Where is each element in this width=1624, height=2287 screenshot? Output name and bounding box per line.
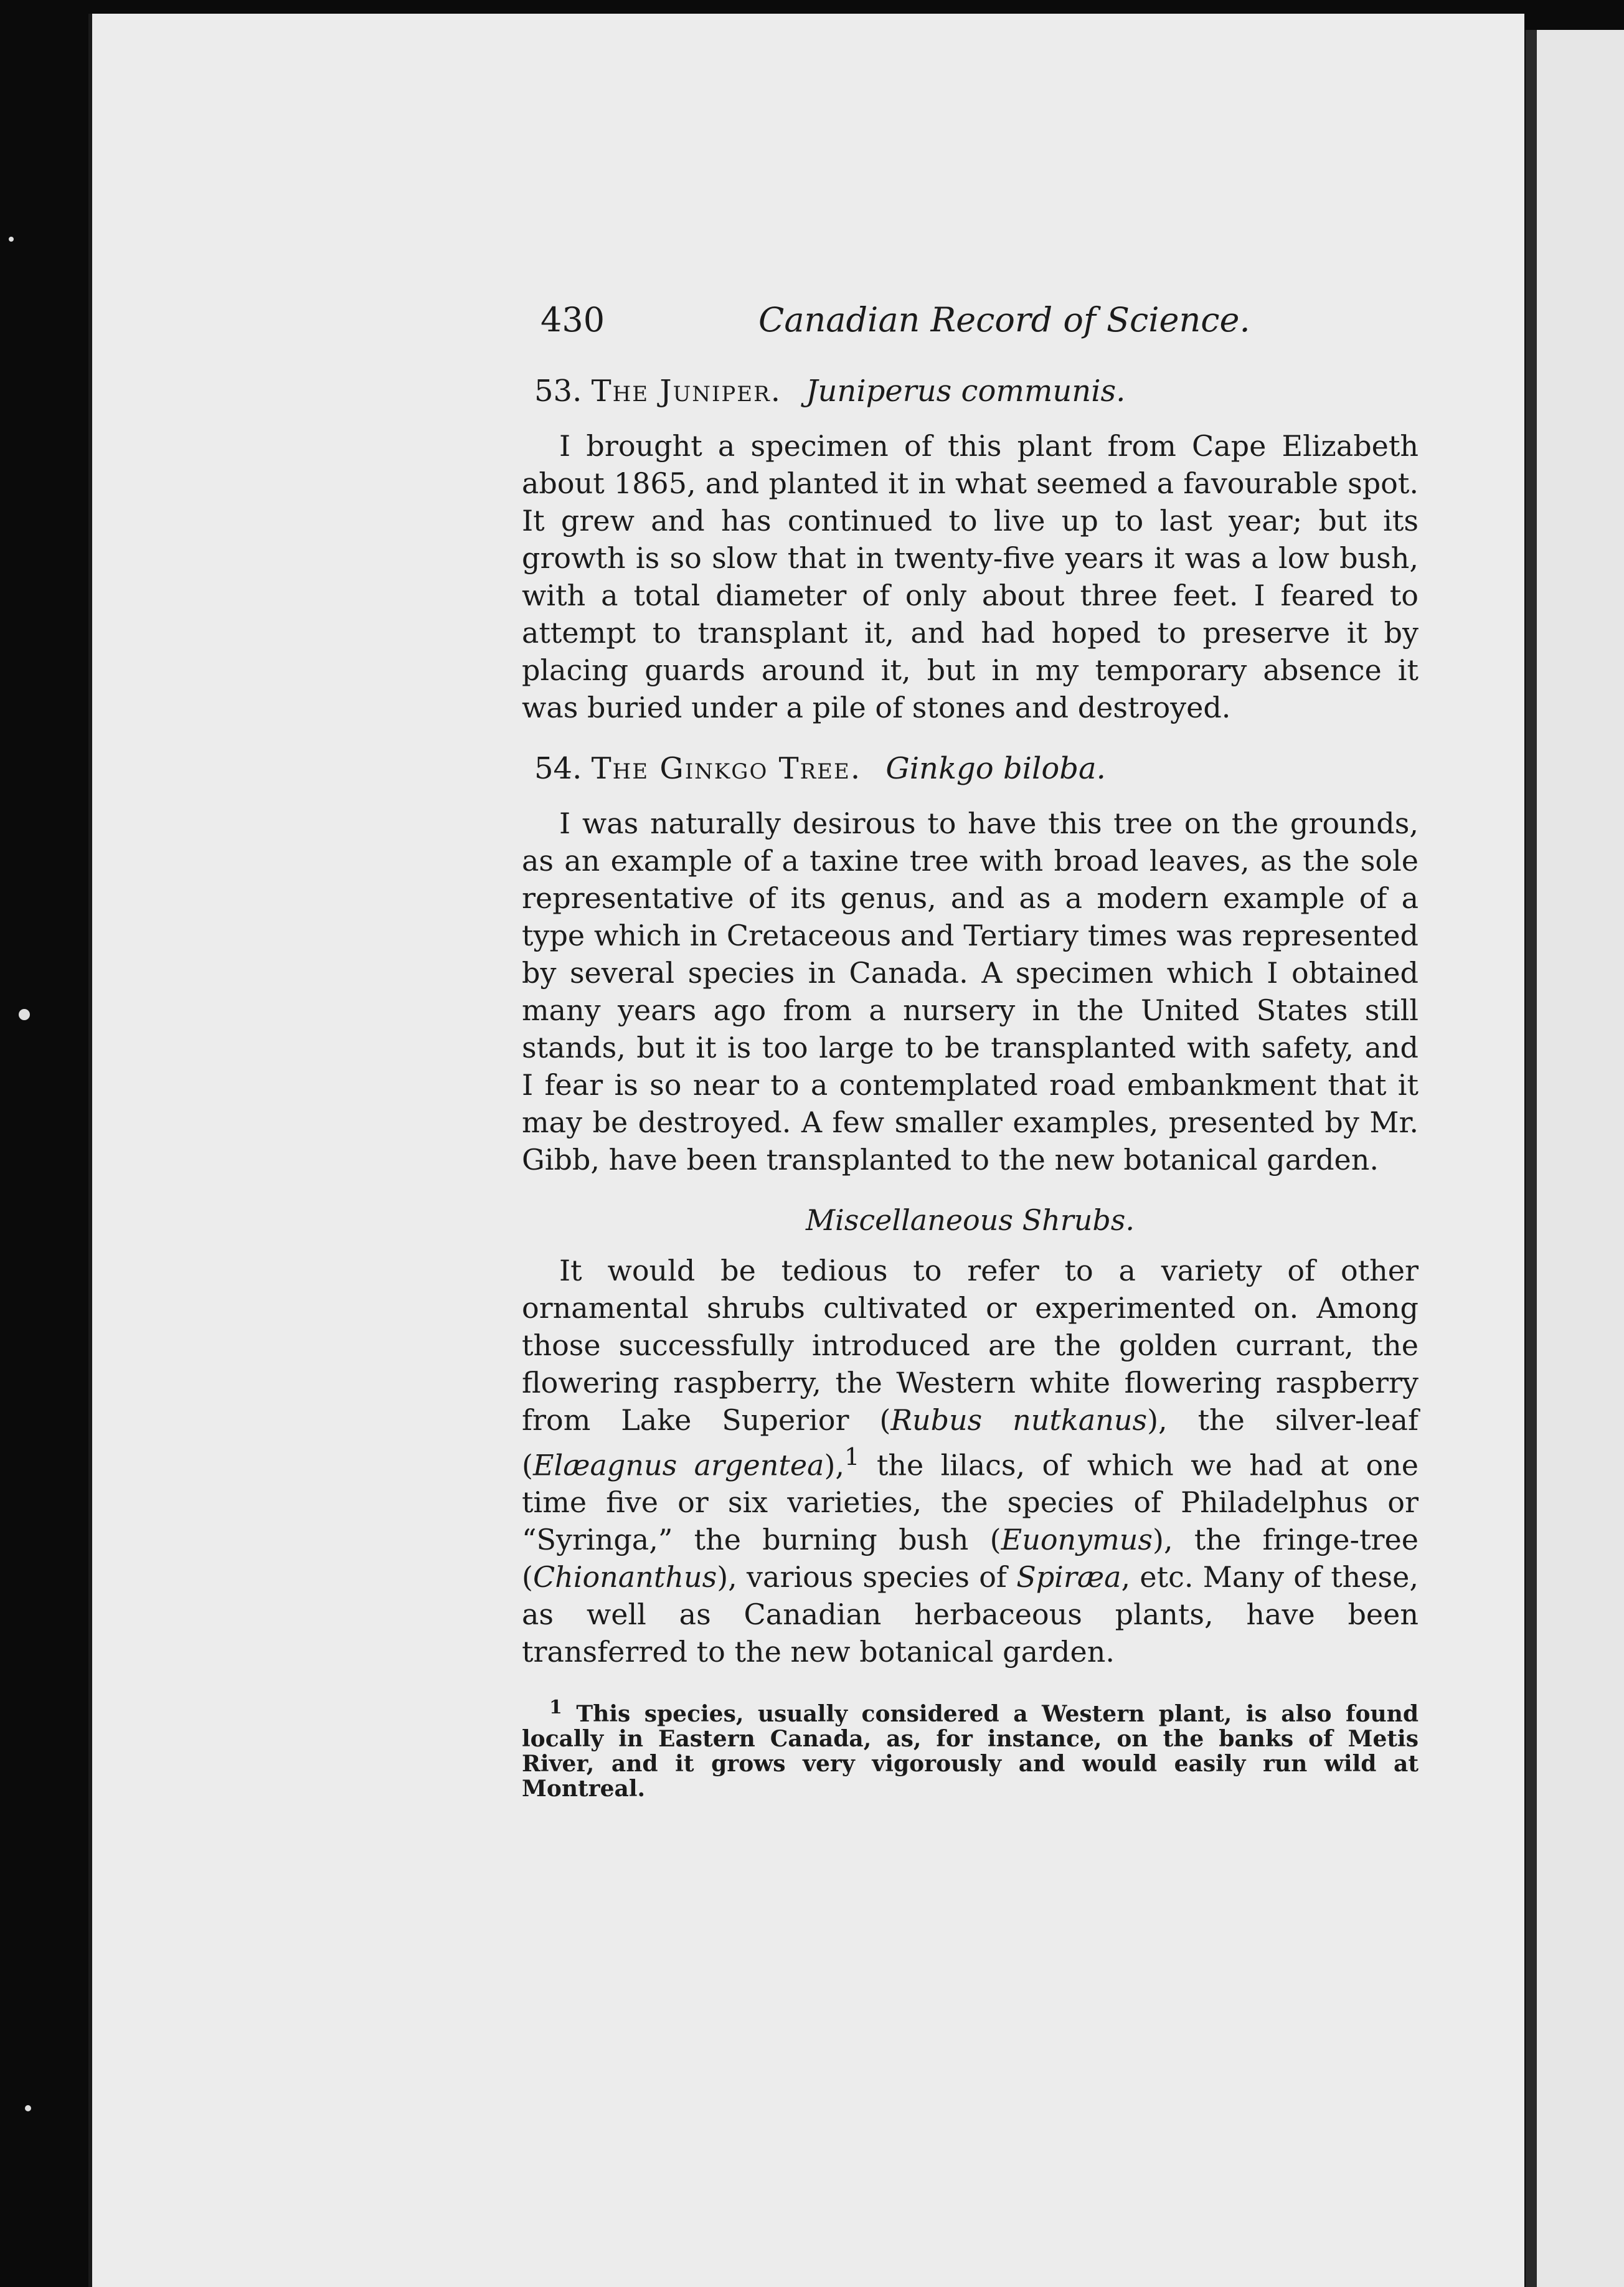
shrubs-paragraph [522, 1252, 1419, 1670]
shrubs-text-4: the lilacs, of which we had at one time five or six varieties, the species of Philadelphus or “Syringa,” the burning bush ( [522, 1448, 1419, 1557]
shrubs-text-5: ), the fringe-tree ( [522, 1523, 1419, 1594]
shrubs-latin-3: Euonymus [1001, 1523, 1153, 1557]
ginkgo-heading-latin: Ginkgo biloba. [885, 751, 1106, 786]
shrubs-latin-4: Chionanthus [532, 1560, 717, 1594]
shrubs-text-7: , etc. Many of these, as well as Canadian herbaceous plants, have been transferred to the new botanical garden. [522, 1560, 1419, 1669]
footnote-mark: 1 [549, 1697, 562, 1719]
juniper-heading [534, 374, 1419, 409]
juniper-heading-latin: Juniperus communis. [806, 374, 1126, 409]
running-head [522, 294, 1419, 369]
footnote-text: This species, usually considered a Western plant, is also found locally in Eastern Canada, as, for instance, on the banks of Metis River, and it grows very vigorously and would easily run wild at Montreal. [522, 1701, 1419, 1802]
journal-title: Canadian Record of Science. [758, 300, 1250, 339]
page-number: 430 [541, 300, 605, 339]
page-content [522, 294, 1419, 1801]
shrubs-text-2: ), the silver-leaf ( [522, 1403, 1419, 1482]
scan-speck [25, 2105, 31, 2111]
shrubs-latin-1: Rubus nutkanus [890, 1403, 1148, 1437]
section-title: Miscellaneous Shrubs. [805, 1203, 1135, 1237]
shrubs-text-6: ), various species of [717, 1560, 1017, 1594]
juniper-heading-name: The Juniper. [591, 374, 781, 409]
ginkgo-heading-number: 54. [534, 751, 582, 786]
footnote-reference: 1 [844, 1443, 860, 1471]
shrubs-latin-2: Elæagnus argentea [532, 1448, 824, 1482]
scan-speck [9, 237, 14, 242]
ginkgo-heading [534, 751, 1419, 786]
scan-speck [19, 1009, 30, 1020]
shrubs-latin-5: Spiræa [1016, 1560, 1121, 1594]
shrubs-text-1: It would be tedious to refer to a variety of other ornamental shrubs cultivated or experimented on. Among those successfully introduced are the golden currant, the flowering raspberry, the Western white flowering raspberry from Lake Superior ( [522, 1254, 1419, 1437]
book-page [88, 14, 1524, 2287]
juniper-heading-number: 53. [534, 374, 582, 409]
footnote [522, 1695, 1419, 1801]
shrubs-text-3: ), [824, 1448, 845, 1482]
ginkgo-paragraph: I was naturally desirous to have this tree on the grounds, as an example of a taxine tree with broad leaves, as the sole representative of its genus, and as a modern example of a type which in Cretaceous and Tertiary times was represented by several species in Canada. A specimen which I obtained many years ago from a nursery in the United States still stands, but it is too large to be transplanted with safety, and I fear is so near to a contemplated road embankment that it may be destroyed. A few smaller examples, presented by Mr. Gibb, have been transplanted to the new botanical garden. [522, 807, 1419, 1177]
ginkgo-heading-name: The Ginkgo Tree. [591, 751, 862, 786]
facing-page-edge [1526, 30, 1624, 2287]
juniper-paragraph: I brought a specimen of this plant from Cape Elizabeth about 1865, and planted it in what seemed a favourable spot. It grew and has continued to live up to last year; but its growth is so slow that in twenty-five years it was a low bush, with a total diameter of only about three feet. I feared to attempt to transplant it, and had hoped to preserve it by placing guards around it, but in my temporary absence it was buried under a pile of stones and destroyed. [522, 429, 1419, 724]
